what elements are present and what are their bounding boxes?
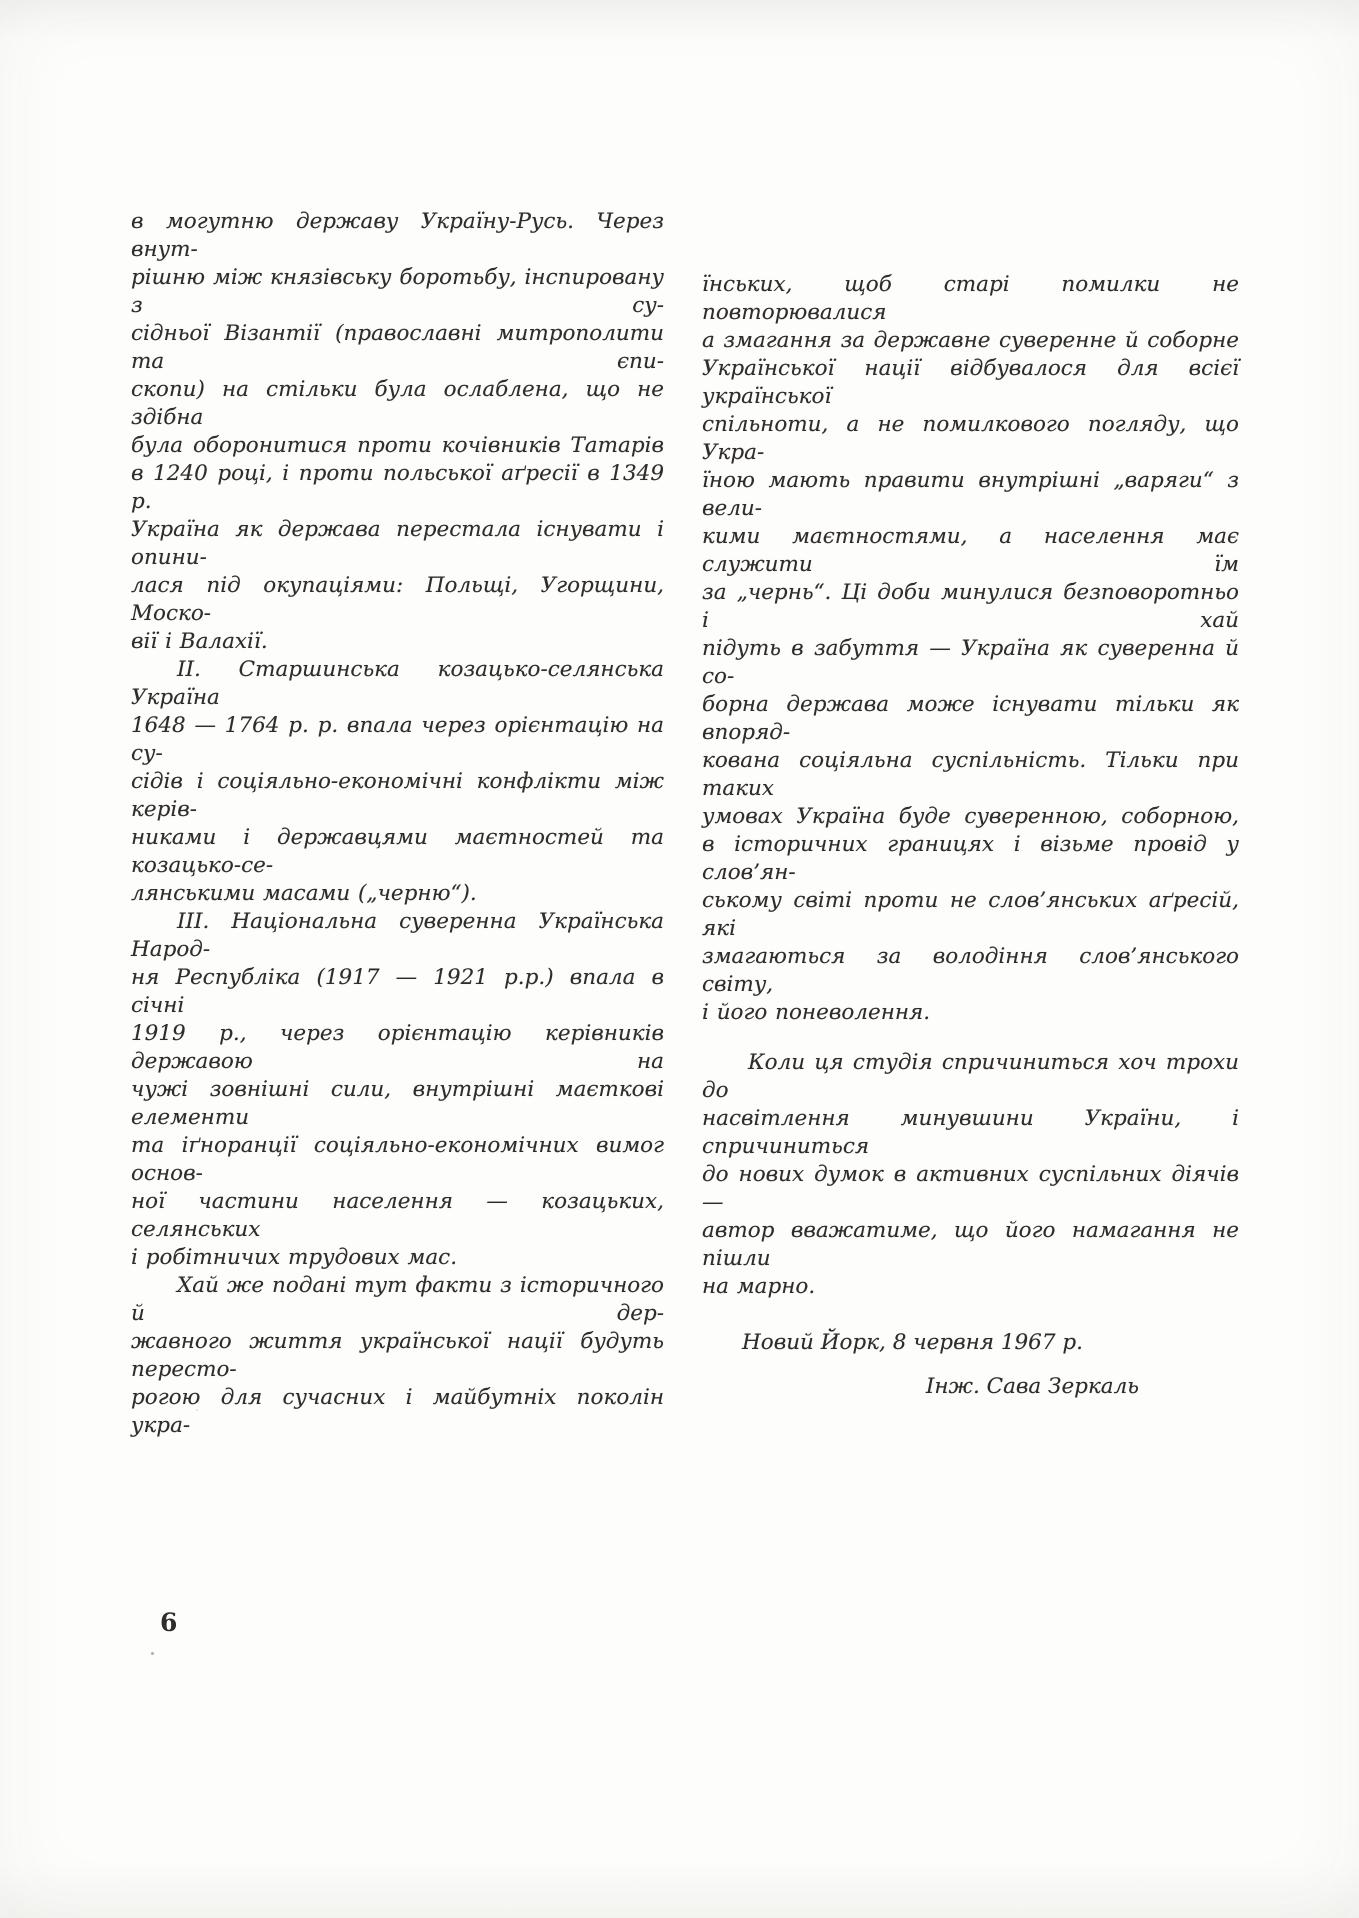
text-paragraph (131, 908, 664, 1272)
text-line: їнських, щоб старі помилки не повторювалися (702, 272, 1239, 325)
text-line: лася під окупаціями: Польщі, Угорщини, Моско- (131, 573, 664, 626)
text-line: за „чернь“. Ці доби минулися безповоротньо і хай (702, 580, 1239, 633)
text-line: рішню між князівську боротьбу, інспировану з су- (131, 265, 664, 318)
text-line: Україна як держава перестала існувати і опини- (131, 517, 664, 570)
text-line: лянськими масами („черню“). (131, 881, 477, 906)
text-line: змагаються за володіння слов’янського світу, (702, 944, 1239, 997)
text-line: до нових думок в активних суспільних діячів — (702, 1162, 1239, 1215)
text-line: та іґноранції соціяльно-економічних вимог основ- (131, 1133, 664, 1186)
text-line: 1648 — 1764 р. р. впала через орієнтацію на су- (131, 713, 664, 766)
text-line: сідньої Візантії (православні митрополити та єпи- (131, 321, 664, 374)
text-line: 1919 р., через орієнтацію керівників державою на (131, 1021, 664, 1074)
text-line: на марно. (702, 1274, 816, 1299)
text-line: а змагання за державне суверенне й соборне (702, 328, 1239, 353)
text-paragraph (131, 208, 664, 656)
text-line: Української нації відбувалося для всієї української (702, 356, 1239, 409)
text-line: в 1240 році, і проти польської аґресії в 1349 р. (131, 461, 664, 514)
text-line: умовах Україна буде суверенною, соборною, (702, 804, 1239, 829)
text-line: сідів і соціяльно-економічні конфлікти між керів- (131, 769, 664, 822)
text-line: в історичних границях і візьме провід у слов’ян- (702, 832, 1239, 885)
text-line: Коли ця студія спричиниться хоч трохи до (702, 1050, 1239, 1103)
text-line: насвітлення минувшини України, і спричиниться (702, 1106, 1239, 1159)
text-paragraph (702, 271, 1239, 1027)
text-line: никами і державцями маєтностей та козацько-се- (131, 825, 664, 878)
text-paragraph (702, 1049, 1239, 1301)
text-line: ському світі проти не слов’янських аґресій, які (702, 888, 1239, 941)
text-line: вії і Валахії. (131, 629, 268, 654)
page-number: 6 (160, 1608, 178, 1637)
text-line: II. Старшинська козацько-селянська Україна (131, 657, 664, 710)
text-line: борна держава може існувати тільки як впоряд- (702, 692, 1239, 745)
dateline: Новий Йорк, 8 червня 1967 р. (742, 1330, 1083, 1355)
text-paragraph (131, 1272, 664, 1440)
text-line: рогою для сучасних і майбутніх поколін укра- (131, 1385, 664, 1438)
scan-speckle (151, 1652, 154, 1655)
text-line: III. Національна суверенна Українська Народ- (131, 909, 664, 962)
text-line: і робітничих трудових мас. (131, 1245, 458, 1270)
text-line: ня Республіка (1917 — 1921 р.р.) впала в січні (131, 965, 664, 1018)
text-line: в могутню державу Україну-Русь. Через внут- (131, 209, 664, 262)
left-text-column (131, 208, 664, 1440)
text-line: їною мають правити внутрішні „варяги“ з вели- (702, 468, 1239, 521)
text-line: Хай же подані тут факти з історичного й дер- (131, 1273, 664, 1326)
text-line: автор вважатиме, що його намагання не пішли (702, 1218, 1239, 1271)
text-line: кими маєтностями, а населення має служити їм (702, 524, 1239, 577)
text-line: була оборонитися проти кочівників Татарів (131, 433, 664, 458)
text-line: спільноти, а не помилкового погляду, що Укра- (702, 412, 1239, 465)
text-line: жавного життя української нації будуть пересто- (131, 1329, 664, 1382)
author-signature: Інж. Сава Зеркаль (925, 1374, 1139, 1399)
text-paragraph (131, 656, 664, 908)
right-column-paragraphs (702, 271, 1239, 1301)
right-text-column (702, 271, 1239, 1401)
text-line: скопи) на стільки була ослаблена, що не здібна (131, 377, 664, 430)
text-line: ної частини населення — козацьких, селянських (131, 1189, 664, 1242)
text-line: чужі зовнішні сили, внутрішні маєткові елементи (131, 1077, 664, 1130)
scan-speckle (196, 1409, 198, 1411)
text-line: і його поневолення. (702, 1000, 931, 1025)
text-line: підуть в забуття — Україна як суверенна й со- (702, 636, 1239, 689)
text-line: кована соціяльна суспільність. Тільки при таких (702, 748, 1239, 801)
